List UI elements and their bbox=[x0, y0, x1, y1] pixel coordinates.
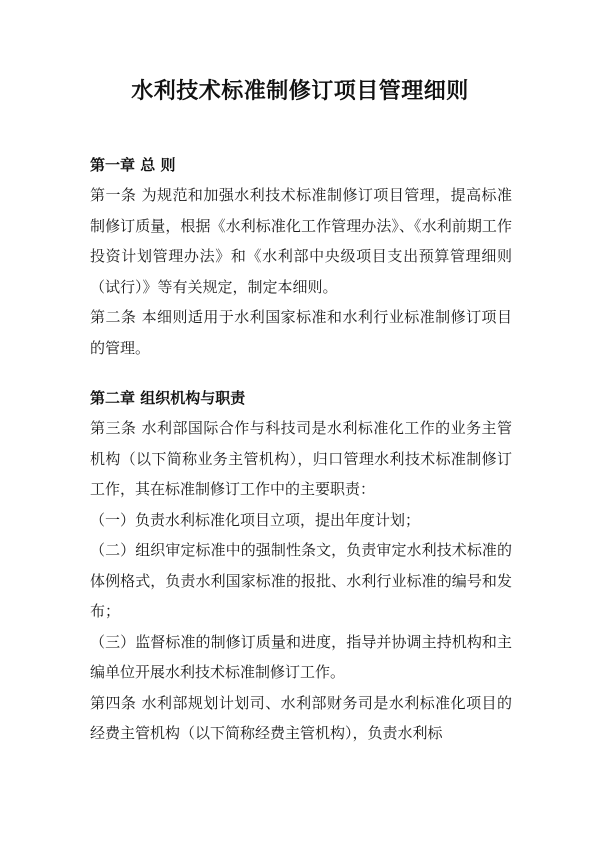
chapter-2-section bbox=[90, 383, 512, 749]
chapter-1-section bbox=[90, 150, 512, 363]
article-4: 第四条 水利部规划计划司、水利部财务司是水利标准化项目的经费主管机构（以下简称经费主管机构），负责水利标 bbox=[90, 693, 512, 742]
document-body bbox=[90, 150, 512, 749]
article-3-item-3: （三）监督标准的制修订质量和进度，指导并协调主持机构和主编单位开展水利技术标准制修订工作。 bbox=[90, 632, 512, 681]
document-title: 水利技术标准制修订项目管理细则 bbox=[131, 79, 469, 104]
article-3-item-1: （一）负责水利标准化项目立项，提出年度计划； bbox=[90, 510, 421, 529]
article-2: 第二条 本细则适用于水利国家标准和水利行业标准制修订项目的管理。 bbox=[90, 308, 512, 357]
article-1: 第一条 为规范和加强水利技术标准制修订项目管理，提高标准制修订质量，根据《水利标准化工作管理办法》、《水利前期工作投资计划管理办法》和《水利部中央级项目支出预算管理细则（试行）》等有关规定，制定本细则。 bbox=[90, 186, 512, 296]
chapter-2-heading: 第二章 组织机构与职责 bbox=[90, 389, 246, 407]
article-3: 第三条 水利部国际合作与科技司是水利标准化工作的业务主管机构（以下简称业务主管机构），归口管理水利技术标准制修订工作，其在标准制修订工作中的主要职责： bbox=[90, 419, 512, 498]
section-gap bbox=[90, 363, 512, 383]
article-3-item-2: （二）组织审定标准中的强制性条文，负责审定水利技术标准的体例格式，负责水利国家标准的报批、水利行业标准的编号和发布； bbox=[90, 541, 512, 620]
chapter-1-heading: 第一章 总 则 bbox=[90, 156, 176, 174]
